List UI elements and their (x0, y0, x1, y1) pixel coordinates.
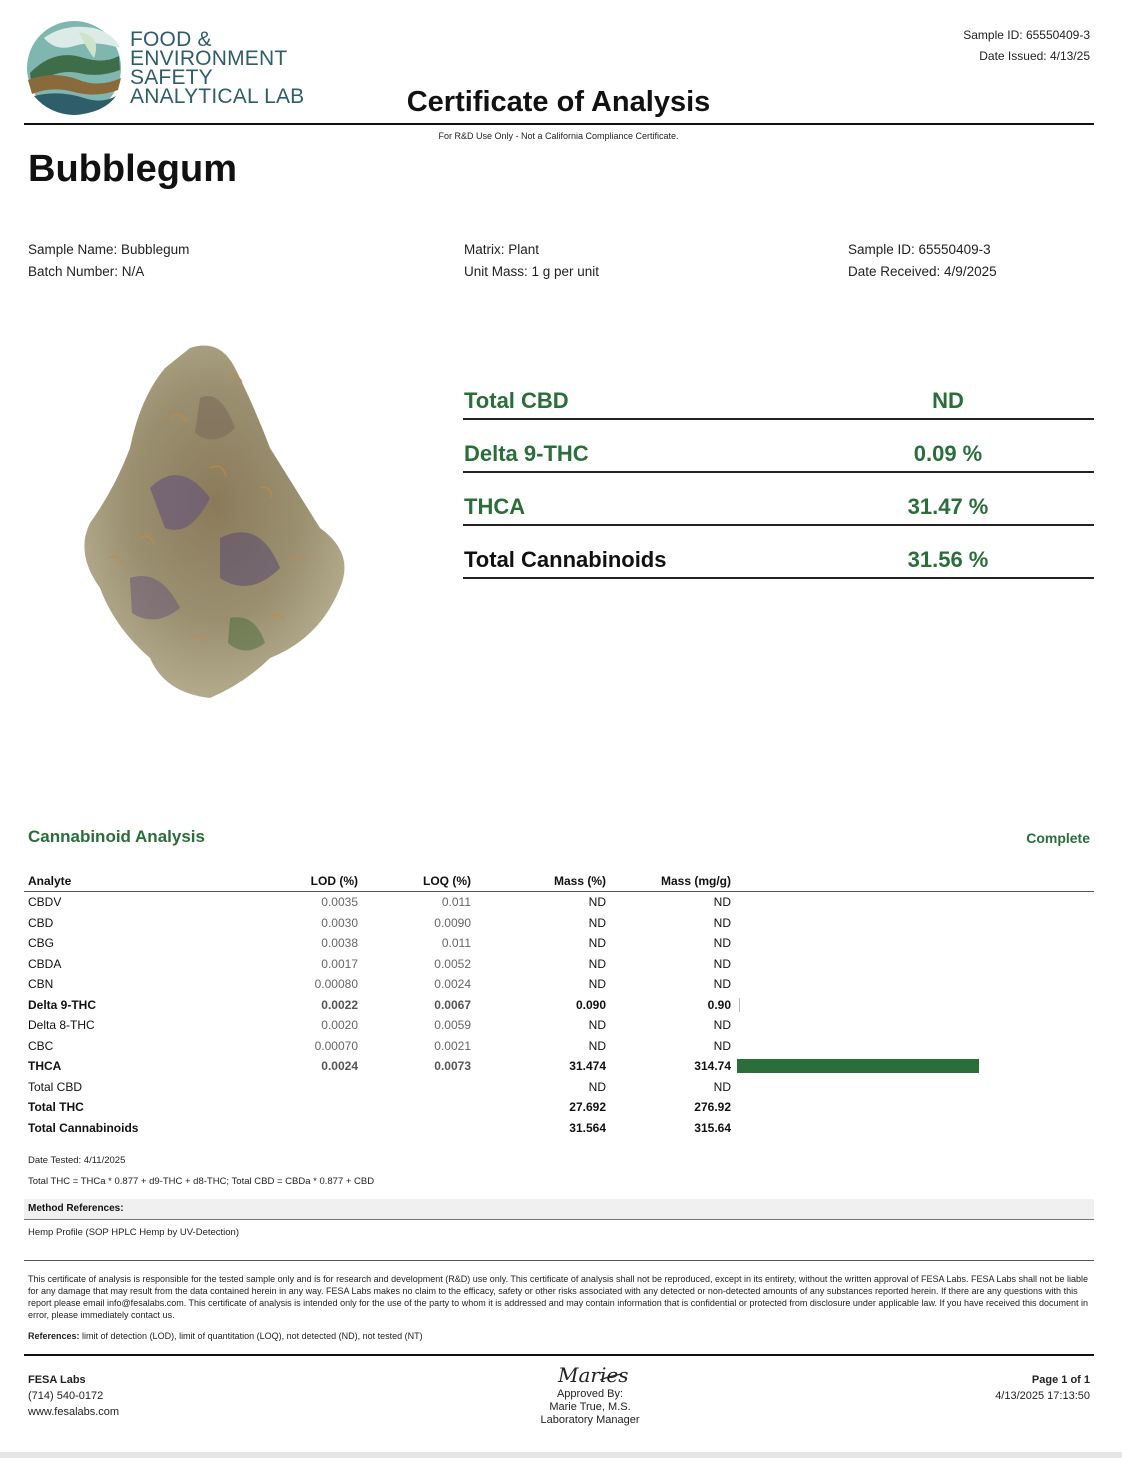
mass-mg-cell: 0.90 (707, 997, 731, 1012)
logo-line: ENVIRONMENT (130, 47, 288, 70)
approved-by: Approved By: (556, 1388, 624, 1400)
header-sample-id: Sample ID: 65550409-3 (963, 28, 1090, 42)
summary-total-cannabinoids (463, 527, 1094, 579)
loq-cell: 0.0052 (434, 956, 471, 971)
col-mass-pct: Mass (%) (475, 871, 610, 892)
mass-bar-cell (735, 933, 1094, 954)
loq-cell: 0.0073 (434, 1059, 471, 1074)
analyte-cell: CBG (28, 936, 55, 951)
table-row (24, 954, 1094, 975)
loq-cell: 0.011 (441, 895, 471, 910)
summary-value: 31.56 % (907, 547, 989, 572)
table-header (24, 871, 1094, 892)
mass-mg-cell: 276.92 (694, 1100, 731, 1115)
method-title: Method References: (28, 1203, 124, 1214)
summary-label: THCA (464, 494, 526, 519)
analyte-cell: THCA (28, 1059, 62, 1074)
page-number: Page 1 of 1 (1031, 1374, 1090, 1386)
company-name: FESA Labs (28, 1374, 86, 1386)
lod-cell: 0.0038 (321, 936, 358, 951)
mass-mg-cell: ND (713, 1038, 731, 1053)
table-body (24, 892, 1094, 1139)
logo-line: FOOD & (130, 28, 212, 51)
analyte-cell: Total Cannabinoids (28, 1120, 139, 1135)
summary-thca (463, 474, 1094, 526)
table-row (24, 933, 1094, 954)
company-website[interactable]: www.fesalabs.com (28, 1406, 120, 1418)
signature-icon (540, 1362, 640, 1390)
table-row (24, 1036, 1094, 1057)
references (28, 1331, 423, 1341)
cannabinoid-table (24, 871, 1094, 1138)
mass-bar-cell (735, 974, 1094, 995)
batch-number: Batch Number: N/A (28, 264, 145, 279)
header-date-issued: Date Issued: 4/13/25 (979, 49, 1090, 63)
method-text: Hemp Profile (SOP HPLC Hemp by UV-Detection) (28, 1227, 240, 1238)
page-edge (0, 1452, 1122, 1458)
mass-pct-cell: ND (588, 1079, 606, 1094)
table-row (24, 995, 1094, 1016)
mass-mg-cell: ND (713, 956, 731, 971)
mass-bar-cell (735, 1036, 1094, 1057)
summary-total-cbd (463, 368, 1094, 420)
header-divider (24, 123, 1094, 125)
mass-mg-cell: ND (713, 915, 731, 930)
references-label: References: (28, 1331, 80, 1341)
table-row (24, 1097, 1094, 1118)
document-title: Certificate of Analysis (406, 86, 711, 118)
table-row (24, 1077, 1094, 1098)
sample-name: Sample Name: Bubblegum (28, 242, 190, 257)
mass-mg-cell: 314.74 (694, 1059, 731, 1074)
mass-bar-cell (735, 1056, 1094, 1077)
lod-cell: 0.0030 (321, 915, 358, 930)
info-sample-id: Sample ID: 65550409-3 (848, 242, 991, 257)
report-timestamp: 4/13/2025 17:13:50 (995, 1390, 1090, 1402)
approver-name: Marie True, M.S. (549, 1401, 631, 1413)
col-loq: LOQ (%) (362, 871, 475, 892)
header-meta (963, 25, 1090, 67)
table-row (24, 892, 1094, 913)
loq-cell (362, 1118, 475, 1139)
lod-cell: 0.0022 (321, 997, 358, 1012)
col-lod: LOD (%) (294, 871, 362, 892)
signature-text: Maries (558, 1363, 629, 1387)
mass-pct-cell: ND (588, 915, 606, 930)
mass-bar-cell (735, 995, 1094, 1016)
matrix: Matrix: Plant (464, 242, 540, 257)
summary-value: ND (932, 388, 964, 413)
analysis-title: Cannabinoid Analysis (28, 827, 205, 846)
unit-mass: Unit Mass: 1 g per unit (464, 264, 600, 279)
mass-bar-cell (735, 1015, 1094, 1036)
mass-pct-cell: 31.564 (569, 1120, 606, 1135)
method-references-header (24, 1199, 1094, 1220)
loq-cell: 0.011 (441, 936, 471, 951)
table-row (24, 1118, 1094, 1139)
footer-page-info (995, 1372, 1090, 1404)
mass-bar-cell (735, 1097, 1094, 1118)
references-text: limit of detection (LOD), limit of quantitation (LOQ), not detected (ND), not tested (NT) (79, 1331, 423, 1341)
col-mass-mg: Mass (mg/g) (610, 871, 735, 892)
lod-cell (294, 1077, 362, 1098)
summary-delta9-thc (463, 421, 1094, 473)
footer-divider (24, 1354, 1094, 1356)
mass-pct-cell: 0.090 (575, 997, 606, 1012)
col-bar (735, 871, 1094, 892)
mass-bar (737, 1059, 979, 1073)
loq-cell: 0.0021 (434, 1038, 471, 1053)
summary-value: 31.47 % (907, 494, 989, 519)
summary-label: Delta 9-THC (464, 441, 589, 466)
total-formula: Total THC = THCa * 0.877 + d9-THC + d8-THC; Total CBD = CBDa * 0.877 + CBD (28, 1176, 375, 1187)
lod-cell: 0.0020 (321, 1018, 358, 1033)
analyte-cell: Delta 8-THC (28, 1018, 95, 1033)
analysis-status: Complete (1026, 830, 1090, 846)
mass-mg-cell: ND (713, 1079, 731, 1094)
mass-pct-cell: ND (588, 1018, 606, 1033)
table-row (24, 913, 1094, 934)
footer-approval (490, 1388, 690, 1427)
loq-cell (362, 1097, 475, 1118)
approver-title: Laboratory Manager (540, 1414, 640, 1426)
summary-value: 0.09 % (913, 441, 983, 466)
divider (24, 1260, 1094, 1261)
analyte-cell: Delta 9-THC (28, 997, 97, 1012)
date-received: Date Received: 4/9/2025 (848, 264, 997, 279)
lod-cell: 0.0024 (321, 1059, 358, 1074)
lod-cell: 0.00080 (314, 977, 358, 992)
mass-pct-cell: ND (588, 956, 606, 971)
table-row (24, 1015, 1094, 1036)
info-col-2 (464, 239, 599, 283)
col-analyte: Analyte (24, 871, 294, 892)
mass-pct-cell: 27.692 (569, 1100, 606, 1115)
product-photo (70, 338, 360, 708)
lod-cell: 0.0035 (321, 895, 358, 910)
table-row (24, 974, 1094, 995)
analyte-cell: CBN (28, 977, 54, 992)
rd-notice: For R&D Use Only - Not a California Compliance Certificate. (438, 131, 679, 141)
footer-company (28, 1372, 119, 1420)
logo-line: ANALYTICAL LAB (130, 85, 305, 108)
loq-cell: 0.0067 (434, 997, 471, 1012)
mass-pct-cell: ND (588, 977, 606, 992)
info-col-3 (848, 239, 997, 283)
analyte-cell: CBC (28, 1038, 54, 1053)
analyte-cell: Total CBD (28, 1079, 83, 1094)
mass-bar-cell (735, 892, 1094, 913)
mass-bar-cell (735, 1077, 1094, 1098)
mass-mg-cell: ND (713, 977, 731, 992)
lod-cell: 0.00070 (314, 1038, 358, 1053)
mass-mg-cell: ND (713, 895, 731, 910)
loq-cell (362, 1077, 475, 1098)
lod-cell (294, 1118, 362, 1139)
mass-pct-cell: ND (588, 895, 606, 910)
company-phone: (714) 540-0172 (28, 1390, 104, 1402)
mass-bar-cell (735, 913, 1094, 934)
analyte-cell: Total THC (28, 1100, 84, 1115)
mass-bar (739, 998, 740, 1012)
analyte-cell: CBDV (28, 895, 62, 910)
product-name: Bubblegum (28, 148, 237, 190)
mass-pct-cell: ND (588, 1038, 606, 1053)
loq-cell: 0.0059 (434, 1018, 471, 1033)
mass-mg-cell: ND (713, 1018, 731, 1033)
mass-pct-cell: 31.474 (569, 1059, 606, 1074)
loq-cell: 0.0090 (434, 915, 471, 930)
mass-bar-cell (735, 1118, 1094, 1139)
lod-cell (294, 1097, 362, 1118)
lod-cell: 0.0017 (321, 956, 358, 971)
summary-label: Total Cannabinoids (464, 547, 667, 572)
logo-line: SAFETY (130, 66, 213, 89)
mass-pct-cell: ND (588, 936, 606, 951)
table-row (24, 1056, 1094, 1077)
info-col-1 (28, 239, 189, 283)
analyte-cell: CBD (28, 915, 54, 930)
mass-mg-cell: 315.64 (694, 1120, 731, 1135)
disclaimer: This certificate of analysis is responsible for the tested sample only and is for research and development (R&D) use only. This certificate of analysis shall not be reproduced, except in its entirety, without the written approval of FESA Labs. FESA Labs shall not be liable for any damage that may result from the data contained herein in any way. FESA Labs makes no claim to the efficacy, safety or other risks associated with any detected or non-detected amounts of any substances reported herein. If there are any questions with this report please email info@fesalabs.com. This certificate of analysis is intended only for the use of the party to whom it is addressed and may contain information that is confidential or protected from disclosure under applicable law. If you have received this document in error, please immediately contact us. (28, 1274, 1089, 1320)
mass-bar-cell (735, 954, 1094, 975)
loq-cell: 0.0024 (434, 977, 471, 992)
analyte-cell: CBDA (28, 956, 62, 971)
mass-mg-cell: ND (713, 936, 731, 951)
summary-label: Total CBD (464, 388, 569, 413)
date-tested: Date Tested: 4/11/2025 (28, 1155, 126, 1166)
